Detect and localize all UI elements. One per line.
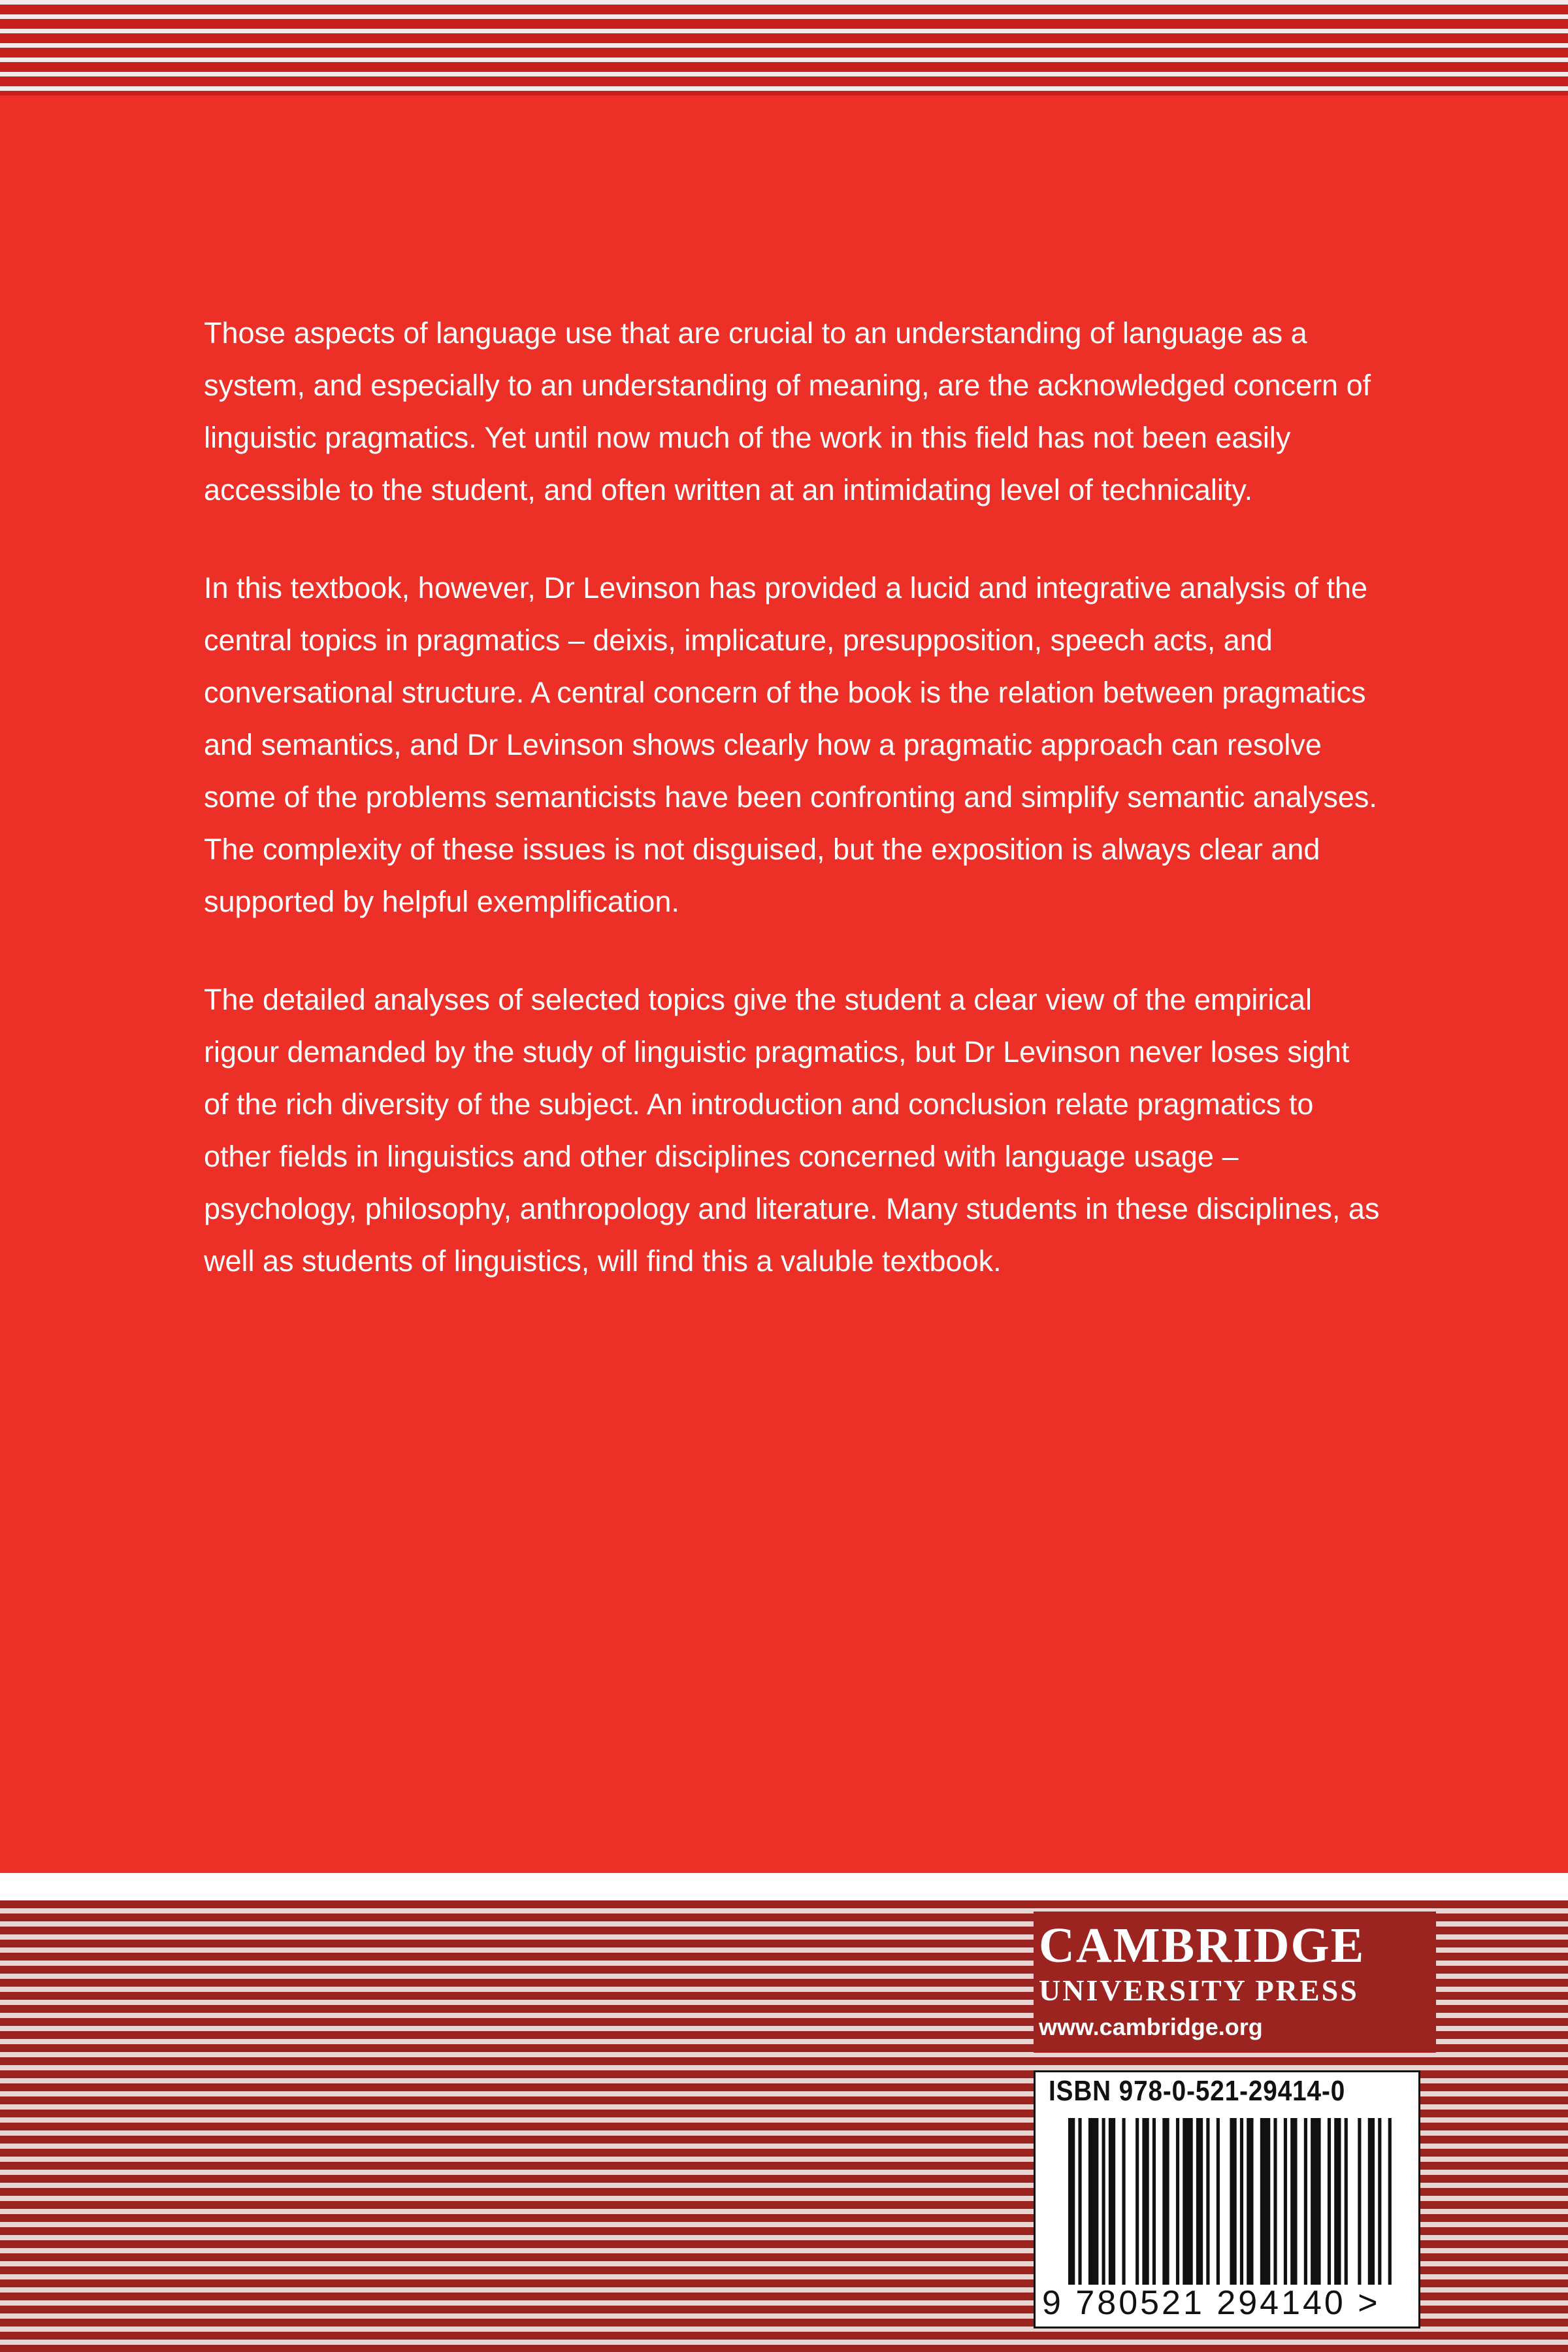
barcode-bar bbox=[1345, 2118, 1348, 2285]
barcode-bar bbox=[1273, 2118, 1277, 2285]
publisher-subtitle: UNIVERSITY PRESS bbox=[1039, 1974, 1359, 2007]
barcode-bar bbox=[1304, 2118, 1307, 2285]
publisher-block bbox=[1034, 1912, 1436, 2053]
barcode-number: 9 780521 294140 > bbox=[1042, 2284, 1380, 2322]
barcode-box bbox=[1034, 2070, 1420, 2328]
barcode-bar bbox=[1388, 2118, 1392, 2285]
barcode-bar bbox=[1196, 2118, 1203, 2285]
barcode-bar bbox=[1334, 2118, 1341, 2285]
barcode-bar bbox=[1102, 2118, 1105, 2285]
barcode-bar bbox=[1109, 2118, 1115, 2285]
barcode-bar bbox=[1068, 2118, 1075, 2285]
blurb-paragraph-3: The detailed analyses of selected topics give the student a clear view of the empirical rigour demanded by the study of linguistic pragmatics, but Dr Levinson never loses sight of the rich diversity of the subject. An introduction and conclusion relate pragmatics to other fields in linguistics and other disciplines concerned with language usage – psychology, philosophy, anthropology and literature. Many students in these disciplines, as well as students of linguistics, will find this a valuble textbook. bbox=[204, 983, 1380, 1278]
publisher-url: www.cambridge.org bbox=[1039, 2013, 1263, 2040]
barcode-bar bbox=[1142, 2118, 1149, 2285]
barcode-bar bbox=[1088, 2118, 1098, 2285]
top-stripes bbox=[0, 0, 1568, 105]
back-cover-blurb bbox=[204, 307, 1380, 1333]
barcode-bar bbox=[1358, 2118, 1361, 2285]
barcode-bar bbox=[1260, 2118, 1270, 2285]
barcode-bars bbox=[1068, 2118, 1395, 2285]
publisher-name: CAMBRIDGE bbox=[1039, 1918, 1365, 1973]
barcode-bar bbox=[1230, 2118, 1236, 2285]
barcode-bar bbox=[1078, 2118, 1081, 2285]
barcode-bar bbox=[1122, 2118, 1125, 2285]
barcode-bar bbox=[1162, 2118, 1169, 2285]
white-divider-band bbox=[0, 1873, 1568, 1900]
barcode-bar bbox=[1284, 2118, 1287, 2285]
barcode-bar bbox=[1311, 2118, 1320, 2285]
barcode-bar bbox=[1206, 2118, 1209, 2285]
blurb-paragraph-2: In this textbook, however, Dr Levinson has provided a lucid and integrative analysis of the central topics in pragmatics – deixis, implicature, presupposition, speech acts, and conversational structure. A central concern of the book is the relation between pragmatics and semantics, and Dr Levinson shows clearly how a pragmatic approach can resolve some of the problems semanticists have been confronting and simplify semantic analyses. The complexity of these issues is not disguised, but the exposition is always clear and supported by helpful exemplification. bbox=[204, 571, 1377, 918]
barcode-bar bbox=[1135, 2118, 1139, 2285]
barcode-bar bbox=[1247, 2118, 1253, 2285]
barcode-bar bbox=[1378, 2118, 1381, 2285]
barcode-bar bbox=[1328, 2118, 1331, 2285]
barcode-bar bbox=[1368, 2118, 1375, 2285]
isbn-label: ISBN 978-0-521-29414-0 bbox=[1049, 2075, 1346, 2107]
barcode-bar bbox=[1240, 2118, 1243, 2285]
barcode-bar bbox=[1183, 2118, 1192, 2285]
barcode-bar bbox=[1217, 2118, 1220, 2285]
barcode-bar bbox=[1152, 2118, 1156, 2285]
barcode-bar bbox=[1290, 2118, 1297, 2285]
blurb-paragraph-1: Those aspects of language use that are crucial to an understanding of language as a system, and especially to an understanding of meaning, are the acknowledged concern of linguistic pragmatics. Yet until now much of the work in this field has not been easily accessible to the student, and often written at an intimidating level of technicality. bbox=[204, 316, 1371, 506]
barcode-bar bbox=[1176, 2118, 1179, 2285]
